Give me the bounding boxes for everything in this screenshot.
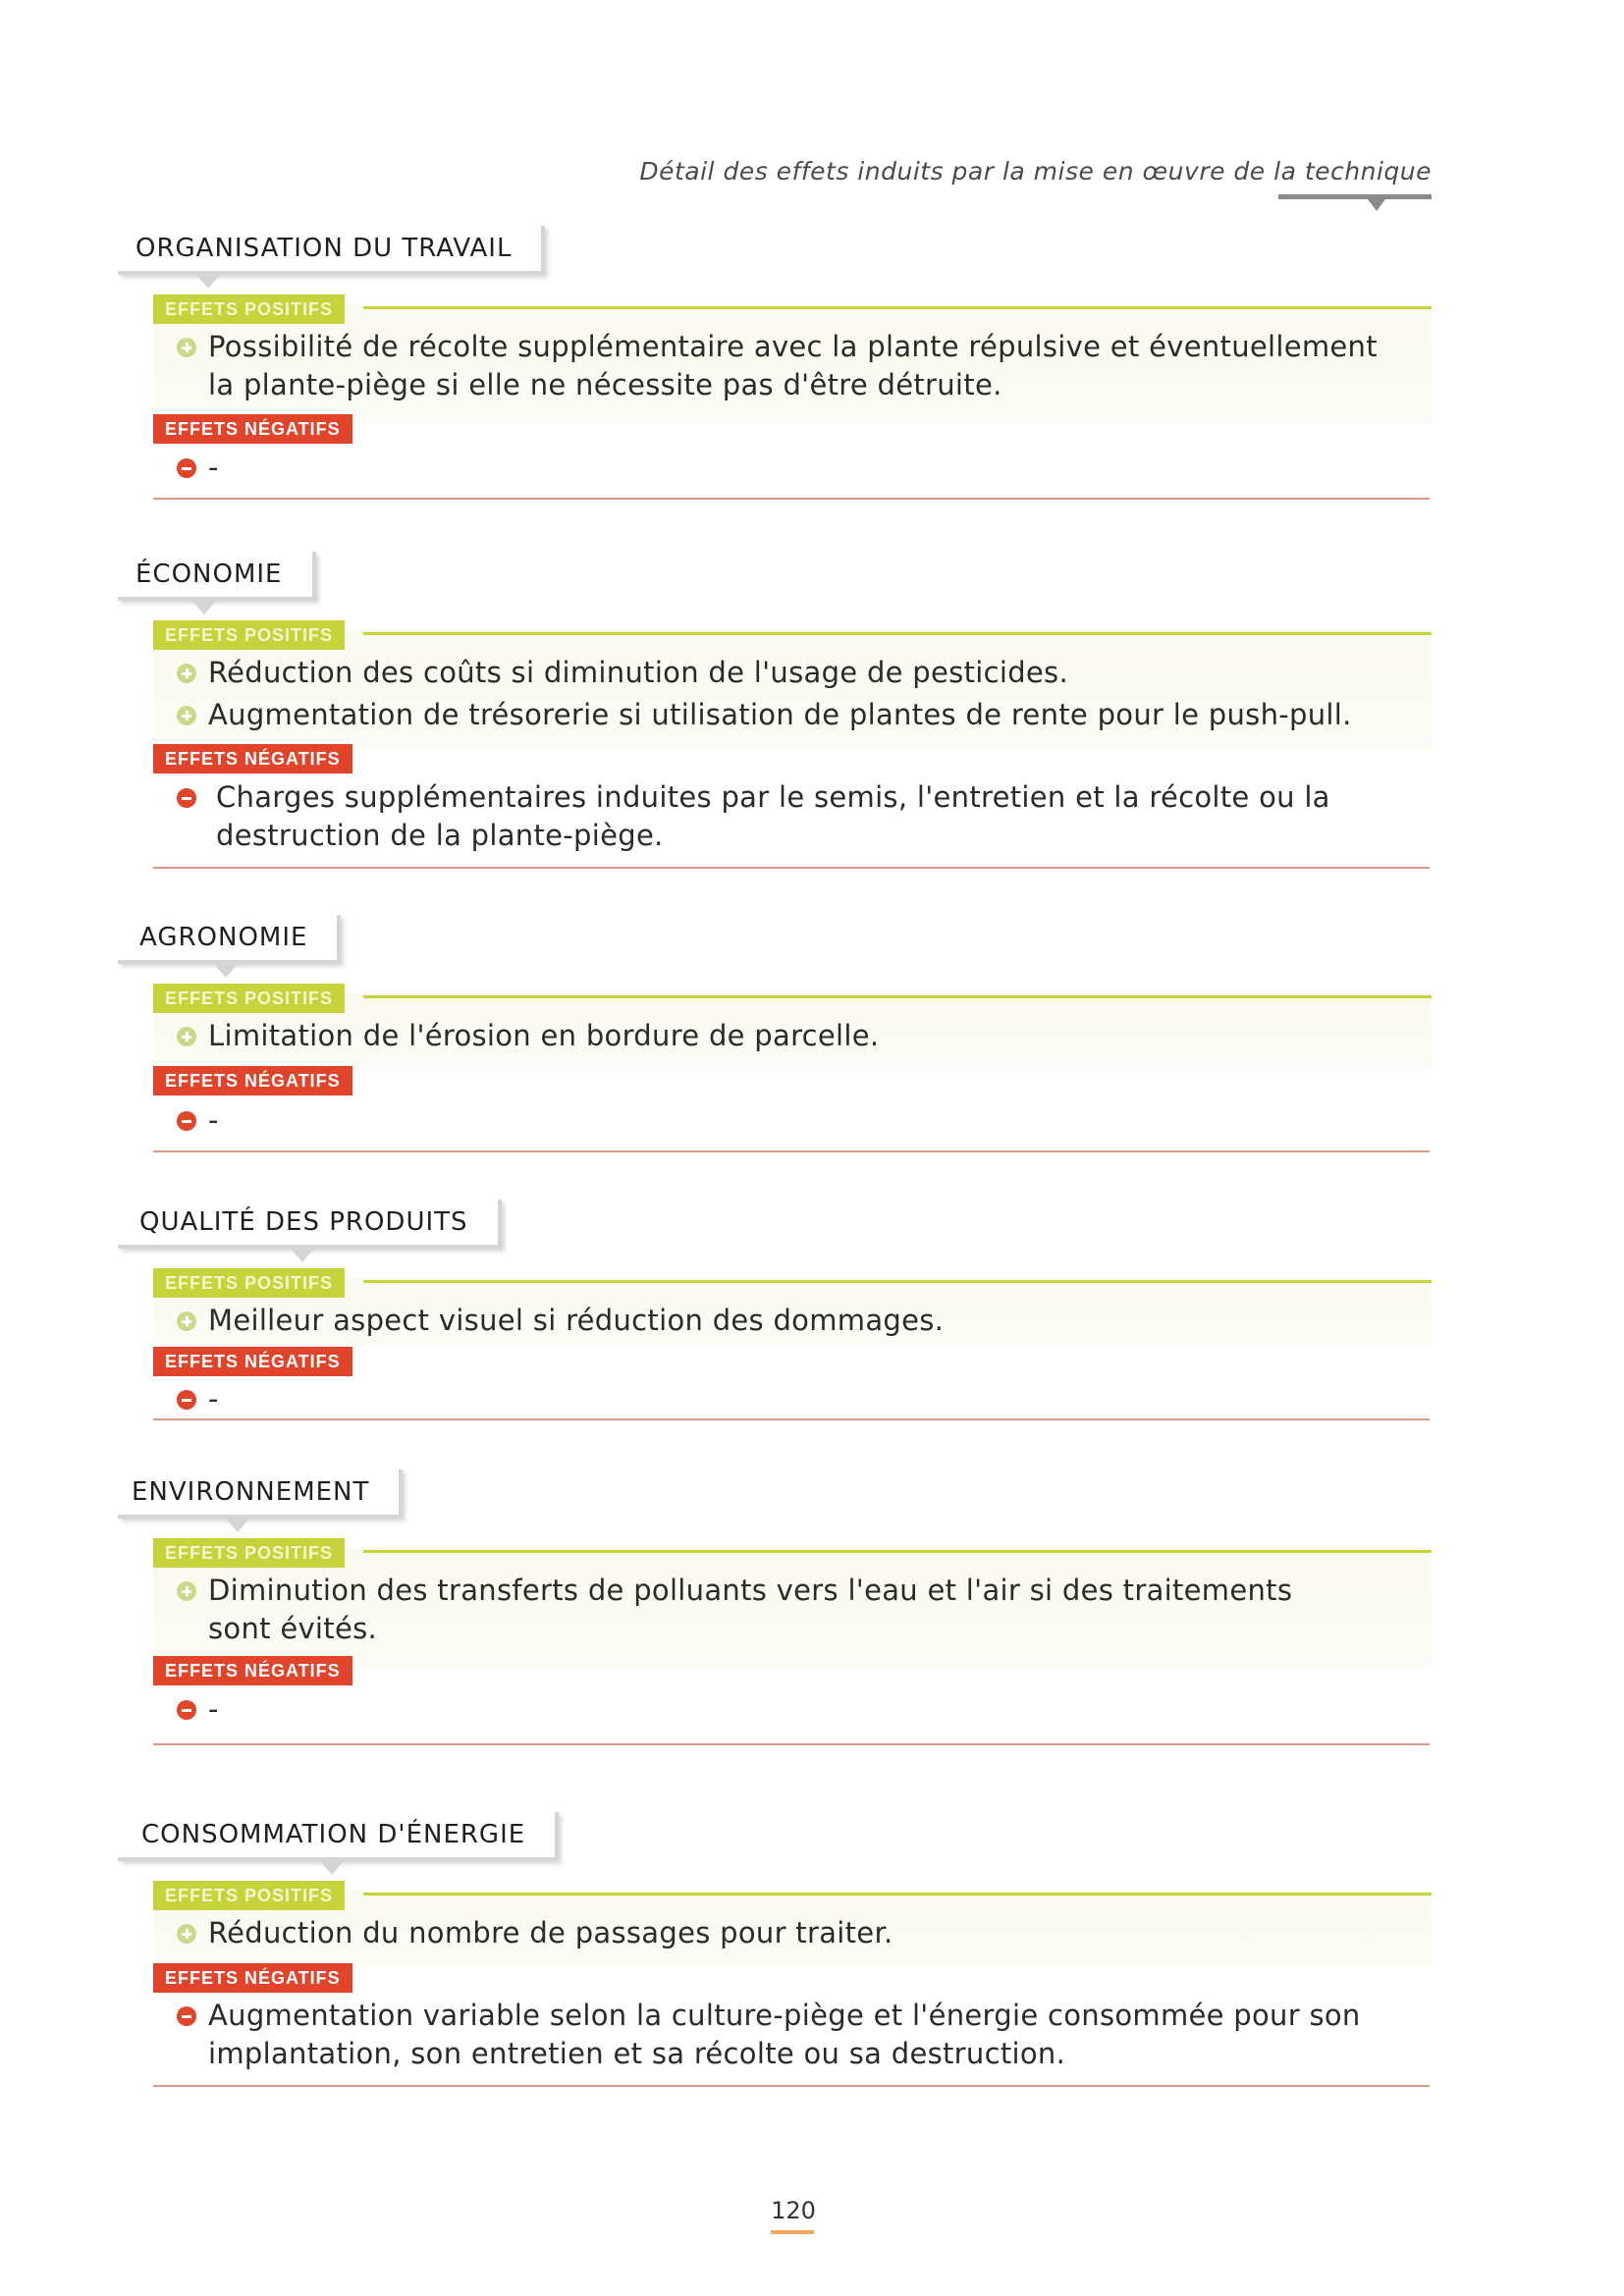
positive-item: Meilleur aspect visuel si réduction des dommages. <box>177 1302 1404 1340</box>
positive-item: Limitation de l'érosion en bordure de parcelle. <box>177 1017 1404 1055</box>
negative-item: - <box>177 449 1404 487</box>
negative-item: - <box>177 1690 1404 1729</box>
plus-bullet-icon <box>177 1311 196 1331</box>
plus-bullet-icon <box>177 664 196 683</box>
plus-bullet-icon <box>177 1581 196 1601</box>
tab-pointer-icon <box>192 601 216 614</box>
tab-pointer-icon <box>196 275 220 289</box>
section-title: CONSOMMATION D'ÉNERGIE <box>118 1812 559 1861</box>
positive-effects-badge: EFFETS POSITIFS <box>153 294 345 324</box>
positive-effects-badge: EFFETS POSITIFS <box>153 1538 345 1568</box>
positive-rule <box>363 1550 1432 1553</box>
positive-rule <box>363 1893 1432 1896</box>
section-title: ENVIRONNEMENT <box>118 1469 403 1519</box>
negative-item: - <box>177 1101 1404 1140</box>
positive-rule <box>363 306 1432 309</box>
positive-rule <box>363 632 1432 635</box>
plus-bullet-icon <box>177 338 196 357</box>
positive-item: Augmentation de trésorerie si utilisation de plantes de rente pour le push-pull. <box>177 696 1404 734</box>
plus-bullet-icon <box>177 1027 196 1046</box>
section-title: AGRONOMIE <box>118 915 341 964</box>
positive-item: Possibilité de récolte supplémentaire avec la plante répulsive et éventuellement la plante-piège si elle ne nécessite pas d'être détruite. <box>177 328 1404 404</box>
negative-item: - <box>177 1380 1404 1418</box>
tab-pointer-icon <box>320 1861 344 1875</box>
positive-rule <box>363 995 1432 998</box>
minus-bullet-icon <box>177 458 196 478</box>
negative-item: Charges supplémentaires induites par le semis, l'entretien et la récolte ou la destruction de la plante-piège. <box>177 778 1355 855</box>
plus-bullet-icon <box>177 706 196 725</box>
negative-effects-badge: EFFETS NÉGATIFS <box>153 414 352 444</box>
page-number: 120 <box>771 2197 816 2224</box>
section-title: QUALITÉ DES PRODUITS <box>118 1200 502 1249</box>
tab-pointer-icon <box>291 1249 314 1262</box>
section-end-rule <box>153 867 1430 869</box>
header-rule <box>1278 194 1432 199</box>
negative-effects-badge: EFFETS NÉGATIFS <box>153 744 352 774</box>
plus-bullet-icon <box>177 1924 196 1944</box>
header-arrow-icon <box>1368 199 1385 211</box>
section-end-rule <box>153 2085 1430 2087</box>
positive-item: Réduction du nombre de passages pour traiter. <box>177 1914 1404 1952</box>
section-title: ORGANISATION DU TRAVAIL <box>118 226 545 275</box>
negative-item: Augmentation variable selon la culture-piège et l'énergie consommée pour son implantation, son entretien et sa récolte ou sa destruction. <box>177 1997 1394 2073</box>
positive-effects-badge: EFFETS POSITIFS <box>153 620 345 650</box>
negative-effects-badge: EFFETS NÉGATIFS <box>153 1656 352 1685</box>
positive-effects-badge: EFFETS POSITIFS <box>153 984 345 1013</box>
page-header-title: Détail des effets induits par la mise en œuvre de la technique <box>639 157 1432 186</box>
minus-bullet-icon <box>177 1700 196 1720</box>
minus-bullet-icon <box>177 1390 196 1410</box>
tab-pointer-icon <box>226 1519 249 1532</box>
section-end-rule <box>153 1418 1430 1420</box>
section-end-rule <box>153 498 1430 500</box>
tab-pointer-icon <box>214 964 238 978</box>
positive-effects-badge: EFFETS POSITIFS <box>153 1881 345 1910</box>
negative-effects-badge: EFFETS NÉGATIFS <box>153 1963 352 1993</box>
positive-item: Diminution des transferts de polluants vers l'eau et l'air si des traitements sont évités. <box>177 1572 1306 1648</box>
section-end-rule <box>153 1743 1430 1745</box>
negative-effects-badge: EFFETS NÉGATIFS <box>153 1347 352 1376</box>
negative-effects-badge: EFFETS NÉGATIFS <box>153 1066 352 1095</box>
minus-bullet-icon <box>177 1111 196 1131</box>
minus-bullet-icon <box>177 788 196 808</box>
positive-effects-badge: EFFETS POSITIFS <box>153 1268 345 1298</box>
minus-bullet-icon <box>177 2006 196 2026</box>
positive-item: Réduction des coûts si diminution de l'usage de pesticides. <box>177 654 1404 692</box>
page-number-rule <box>771 2230 814 2234</box>
section-title: ÉCONOMIE <box>118 552 316 601</box>
section-end-rule <box>153 1150 1430 1152</box>
positive-rule <box>363 1280 1432 1283</box>
